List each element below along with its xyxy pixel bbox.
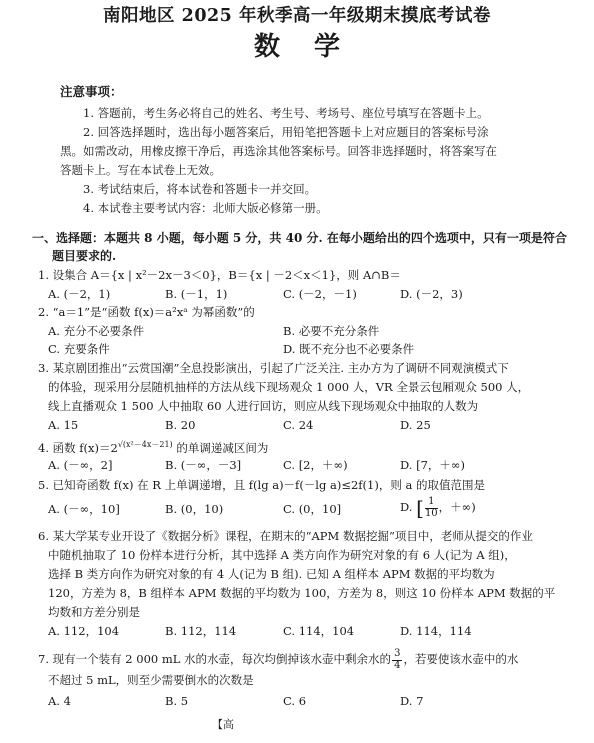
question-4-option-b: B. (－∞，－3] — [165, 458, 242, 472]
exam-title: 南阳地区 2025 年秋季高一年级期末摸底考试卷 — [103, 6, 491, 26]
question-2-option-b: B. 必要不充分条件 — [283, 324, 380, 338]
question-1-option-c: C. (－2，－1) — [283, 287, 357, 301]
question-6-option-c: C. 114，104 — [283, 624, 355, 638]
section-heading-cont: 题目要求的. — [52, 249, 117, 263]
notice-item-2-cont: 黑。如需改动，用橡皮擦干净后，再选涂其他答案标号。回答非选择题时，将答案写在 — [60, 144, 497, 158]
fraction-numerator: 3 — [394, 648, 401, 659]
question-4-stem-post: 的单调递减区间为 — [172, 440, 269, 455]
question-5-option-a: A. (－∞，10] — [48, 502, 120, 516]
question-7-option-b: B. 5 — [165, 694, 189, 708]
question-7-fraction — [392, 649, 402, 671]
question-5-option-c: C. (0，10] — [283, 502, 342, 516]
question-6-option-b: B. 112，114 — [165, 624, 237, 638]
question-3-option-b: B. 20 — [165, 418, 196, 432]
question-5-option-b: B. (0，10) — [165, 502, 224, 516]
question-4-stem — [38, 441, 268, 454]
question-2-stem: 2. “a＝1”是“函数 f(x)＝a²xᵃ 为幂函数”的 — [38, 305, 255, 319]
left-bracket: [ — [416, 496, 424, 520]
question-6-line-4: 120，方差为 8，B 组样本 APM 数据的平均数为 100，方差为 8，则这 10 份样本 APM 数据的平 — [48, 586, 556, 600]
notice-item-4: 4. 本试卷主要考试内容：北师大版必修第一册。 — [83, 201, 328, 215]
notice-item-3: 3. 考试结束后，将本试卷和答题卡一并交回。 — [83, 182, 317, 196]
fraction-denominator: 10 — [424, 507, 438, 519]
question-5-option-d-fraction — [425, 497, 438, 519]
question-7-option-d: D. 7 — [400, 694, 424, 708]
question-3-option-a: A. 15 — [48, 418, 79, 432]
section-heading: 一、选择题：本题共 8 小题，每小题 5 分，共 40 分. 在每小题给出的四个选项中，只有一项是符合 — [32, 231, 567, 245]
fraction-denominator: 4 — [394, 659, 401, 671]
question-3-option-c: C. 24 — [283, 418, 314, 432]
notice-item-1: 1. 答题前，考生务必将自己的姓名、考生号、考场号、座位号填写在答题卡上。 — [83, 106, 489, 120]
question-6-line-5: 均数和方差分别是 — [48, 605, 140, 619]
question-5-option-d-suffix: ，＋∞) — [438, 500, 476, 514]
question-6-line-2: 中随机抽取了 10 份样本进行分析，其中选择 A 类方向作为研究对象的有 6 人(记为 A 组)， — [48, 548, 516, 562]
question-6-line-1: 6. 某大学某专业开设了《数据分析》课程，在期末的“APM 数据挖掘”项目中，老师从提交的作业 — [38, 529, 533, 543]
question-7-option-c: C. 6 — [283, 694, 307, 708]
fraction-numerator: 1 — [425, 497, 438, 509]
notice-item-2-cont2: 答题卡上。写在本试卷上无效。 — [60, 163, 221, 177]
question-5-option-d — [400, 497, 476, 519]
question-7-stem-pre: 7. 现有一个装有 2 000 mL 水的水壶，每次均倒掉该水壶中剩余水的 — [38, 652, 392, 666]
question-6-option-d: D. 114，114 — [400, 624, 472, 638]
page-footer: 【高 — [212, 718, 234, 731]
question-2-option-c: C. 充要条件 — [48, 342, 110, 356]
question-4-stem-pre: 4. 函数 f(x)＝2 — [38, 440, 118, 455]
question-1-option-b: B. (－1，1) — [165, 287, 228, 301]
question-2-option-a: A. 充分不必要条件 — [48, 324, 145, 338]
notice-heading: 注意事项： — [60, 84, 123, 99]
question-3-line-1: 3. 某京剧团推出“云赏国潮”全息投影演出，引起了广泛关注. 主办方为了调研不同观演模式下 — [38, 361, 509, 375]
question-4-exponent: √(x²－4x－21) — [117, 440, 173, 449]
question-2-option-d: D. 既不充分也不必要条件 — [283, 342, 415, 356]
question-6-line-3: 选择 B 类方向作为研究对象的有 4 人(记为 B 组). 已知 A 组样本 APM 数据的平均数为 — [48, 567, 495, 581]
question-1-option-a: A. (－2，1) — [48, 287, 111, 301]
question-7-line-2: 不超过 5 mL，则至少需要倒水的次数是 — [48, 673, 254, 687]
question-3-line-3: 线上直播观众 1 500 人中抽取 60 人进行回访，则应从线下现场观众中抽取的人数为 — [48, 399, 479, 413]
notice-item-2: 2. 回答选择题时，选出每小题答案后，用铅笔把答题卡上对应题目的答案标号涂 — [83, 125, 489, 139]
question-4-option-a: A. (－∞，2] — [48, 458, 113, 472]
question-3-line-2: 的体验，现采用分层随机抽样的方法从线下现场观众 1 000 人，VR 全景云包厢观众 500 人， — [48, 380, 530, 394]
question-7-stem-post: ，若要使该水壶中的水 — [403, 652, 519, 666]
question-7-option-a: A. 4 — [48, 694, 71, 708]
question-1-stem: 1. 设集合 A＝{x | x²－2x－3＜0}，B＝{x | －2＜x＜1}，则 A∩B＝ — [38, 268, 401, 282]
question-7-line-1 — [38, 649, 518, 671]
question-6-option-a: A. 112，104 — [48, 624, 120, 638]
question-1-option-d: D. (－2，3) — [400, 287, 463, 301]
question-4-option-c: C. [2，＋∞) — [283, 458, 348, 472]
exam-subject: 数学 — [253, 32, 374, 62]
question-5-option-d-prefix: D. — [400, 500, 417, 514]
question-4-option-d: D. [7，＋∞) — [400, 458, 465, 472]
question-5-stem: 5. 已知奇函数 f(x) 在 R 上单调递增，且 f(lg a)－f(－lg a)≤2f(1)，则 a 的取值范围是 — [38, 478, 486, 492]
question-3-option-d: D. 25 — [400, 418, 431, 432]
